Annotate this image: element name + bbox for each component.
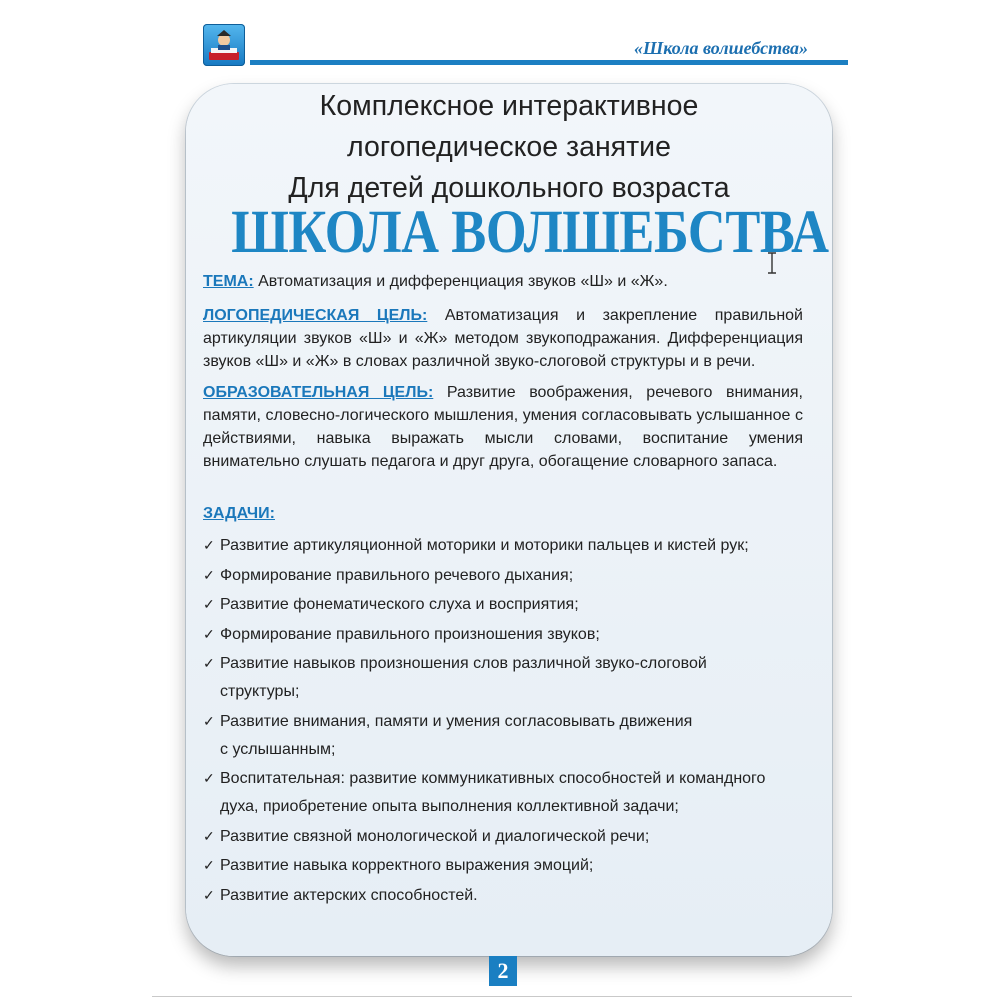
logo-icon <box>203 24 245 66</box>
intro-line: Комплексное интерактивное <box>319 90 699 122</box>
main-title: ШКОЛА ВОЛШЕБСТВА <box>231 199 829 266</box>
task-text-continued: духа, приобретение опыта выполнения коллективной задачи; <box>220 798 679 815</box>
check-icon: ✓ <box>203 566 215 583</box>
task-text: Развитие связной монологической и диалогической речи; <box>220 827 650 845</box>
intro-line: Для детей дошкольного возраста <box>288 172 730 204</box>
speech-goal-section <box>203 304 803 373</box>
speech-goal-label: ЛОГОПЕДИЧЕСКАЯ ЦЕЛЬ: <box>203 307 428 324</box>
edu-goal-section <box>203 381 803 473</box>
footer-rule <box>152 996 852 997</box>
list-item <box>203 591 823 619</box>
check-icon: ✓ <box>203 655 215 671</box>
tasks-list <box>203 532 823 911</box>
running-title: «Школа волшебства» <box>634 38 808 58</box>
header-rule <box>250 60 848 65</box>
theme-label: ТЕМА: <box>203 273 254 290</box>
task-text: Развитие актерских способностей. <box>220 886 478 904</box>
list-item <box>203 852 823 880</box>
task-text-continued: с услышанным; <box>220 740 336 758</box>
check-icon: ✓ <box>203 886 215 903</box>
list-item <box>203 650 823 706</box>
check-icon: ✓ <box>203 857 215 873</box>
list-item <box>203 708 823 764</box>
check-icon: ✓ <box>203 770 215 786</box>
edu-goal-text: Развитие воображения, речевого внимания, памяти, словесно-логического мышления, умения согласовывать услышанное с действиями, навыка выражать мысли словами, воспитание умения внимательно слушать педагога и друг друга, обогащение словарного запаса. <box>203 384 804 470</box>
check-icon: ✓ <box>203 537 215 553</box>
task-text: Развитие навыков произношения слов различной звуко-слоговой <box>220 655 707 672</box>
list-item <box>203 765 823 821</box>
list-item <box>203 823 823 851</box>
check-icon: ✓ <box>203 625 215 642</box>
task-text: Развитие навыка корректного выражения эмоций; <box>220 857 594 874</box>
task-text: Воспитательная: развитие коммуникативных способностей и командного <box>220 770 766 787</box>
task-text-continued: структуры; <box>220 683 300 700</box>
task-text: Развитие внимания, памяти и умения согласовывать движения <box>220 712 693 730</box>
check-icon: ✓ <box>203 712 215 729</box>
task-text: Развитие артикуляционной моторики и моторики пальцев и кистей рук; <box>220 537 749 554</box>
task-text: Формирование правильного речевого дыхания; <box>220 566 574 584</box>
task-text: Формирование правильного произношения звуков; <box>220 625 600 643</box>
list-item <box>203 562 823 590</box>
theme-section <box>203 270 803 293</box>
page-number: 2 <box>497 958 509 983</box>
tasks-label: ЗАДАЧИ: <box>203 505 275 522</box>
intro-line: логопедическое занятие <box>347 131 671 163</box>
list-item <box>203 882 823 910</box>
theme-text: Автоматизация и дифференциация звуков «Ш» и «Ж». <box>253 273 668 290</box>
intro-heading <box>186 86 832 209</box>
list-item <box>203 532 823 560</box>
task-text: Развитие фонематического слуха и восприятия; <box>220 596 579 613</box>
check-icon: ✓ <box>203 827 215 844</box>
list-item <box>203 621 823 649</box>
edu-goal-label: ОБРАЗОВАТЕЛЬНАЯ ЦЕЛЬ: <box>203 384 434 401</box>
speech-goal-text: Автоматизация и закрепление правильной артикуляции звуков «Ш» и «Ж» методом звукоподражания. Дифференциация звуков «Ш» и «Ж» в словах различной звуко-слоговой структуры и в речи. <box>203 307 803 370</box>
check-icon: ✓ <box>203 596 215 612</box>
